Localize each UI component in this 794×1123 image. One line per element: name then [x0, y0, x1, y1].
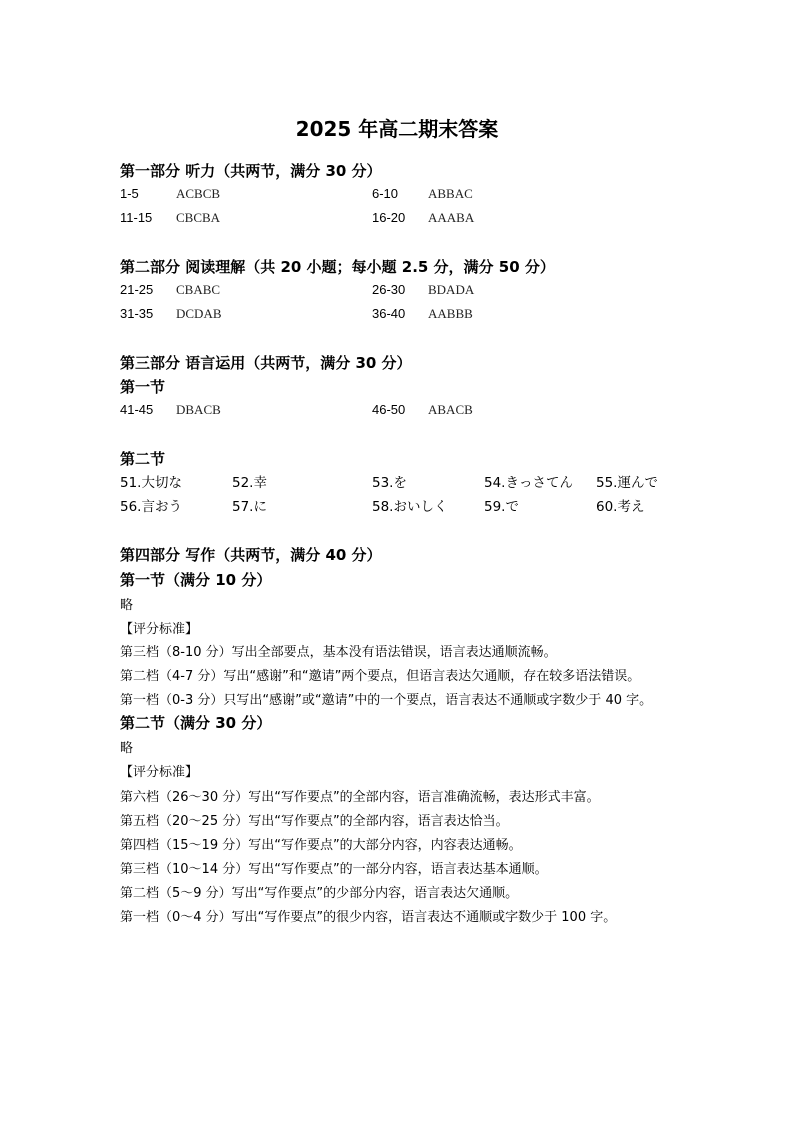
- section-heading: 第一节: [120, 378, 166, 396]
- criteria-line: 第一档（0-3 分）只写出“感谢”或“邀请”中的一个要点，语言表达不通顺或字数少于 40 字。: [120, 693, 653, 708]
- answer-key: AABBB: [428, 306, 473, 321]
- question-range: 1-5: [120, 186, 139, 201]
- part1-heading: 第一部分 听力（共两节，满分 30 分）: [120, 162, 382, 180]
- fill-answer: 54.きっさてん: [484, 475, 573, 491]
- criteria-line: 第三档（10～14 分）写出“写作要点”的一部分内容，语言表达基本通顺。: [120, 862, 548, 877]
- answer-key: AAABA: [428, 210, 475, 225]
- question-range: 11-15: [120, 210, 153, 225]
- answer-key: ACBCB: [176, 186, 221, 201]
- fill-answer: 55.運んで: [596, 475, 658, 491]
- answer-key: BDADA: [428, 282, 475, 297]
- part3-heading: 第三部分 语言运用（共两节，满分 30 分）: [120, 354, 412, 372]
- answer-key: ABBAC: [428, 186, 473, 201]
- question-range: 6-10: [372, 186, 399, 201]
- part2-heading: 第二部分 阅读理解（共 20 小题；每小题 2.5 分，满分 50 分）: [120, 258, 555, 276]
- question-range: 16-20: [372, 210, 406, 225]
- fill-answer: 59.で: [484, 499, 519, 515]
- answer-key: ABACB: [428, 402, 473, 417]
- question-range: 21-25: [120, 282, 154, 297]
- answer-key: DBACB: [176, 402, 221, 417]
- fill-answer: 57.に: [232, 499, 267, 515]
- section-heading: 第二节: [120, 450, 166, 468]
- fill-answer: 58.おいしく: [372, 499, 448, 515]
- criteria-line: 第二档（5～9 分）写出“写作要点”的少部分内容，语言表达欠通顺。: [120, 886, 519, 901]
- question-range: 41-45: [120, 402, 154, 417]
- fill-answer: 56.言おう: [120, 499, 182, 515]
- section-heading: 第一节（满分 10 分）: [120, 571, 272, 589]
- section-heading: 第二节（满分 30 分）: [120, 714, 272, 732]
- criteria-line: 第二档（4-7 分）写出“感谢”和“邀请”两个要点，但语言表达欠通顺，存在较多语法错误。: [120, 669, 641, 684]
- fill-answer: 52.幸: [232, 475, 267, 491]
- question-range: 26-30: [372, 282, 406, 297]
- answer-key: CBABC: [176, 282, 221, 297]
- question-range: 46-50: [372, 402, 406, 417]
- criteria-title: 【评分标准】: [120, 765, 199, 780]
- omitted-note: 略: [120, 598, 134, 613]
- answer-key: CBCBA: [176, 210, 221, 225]
- criteria-line: 第一档（0～4 分）写出“写作要点”的很少内容，语言表达不通顺或字数少于 100 字。: [120, 910, 617, 925]
- question-range: 36-40: [372, 306, 406, 321]
- criteria-title: 【评分标准】: [120, 622, 199, 637]
- criteria-line: 第四档（15～19 分）写出“写作要点”的大部分内容，内容表达通畅。: [120, 838, 522, 853]
- answer-key: DCDAB: [176, 306, 222, 321]
- fill-answer: 51.大切な: [120, 475, 182, 491]
- criteria-line: 第三档（8-10 分）写出全部要点，基本没有语法错误，语言表达通顺流畅。: [120, 645, 557, 660]
- criteria-line: 第六档（26～30 分）写出“写作要点”的全部内容，语言准确流畅，表达形式丰富。: [120, 790, 600, 805]
- fill-answer: 60.考え: [596, 499, 645, 515]
- page-title: 2025 年高二期末答案: [295, 117, 499, 141]
- question-range: 31-35: [120, 306, 154, 321]
- omitted-note: 略: [120, 741, 134, 756]
- fill-answer: 53.を: [372, 475, 407, 491]
- criteria-line: 第五档（20～25 分）写出“写作要点”的全部内容，语言表达恰当。: [120, 814, 509, 829]
- part4-heading: 第四部分 写作（共两节，满分 40 分）: [120, 546, 382, 564]
